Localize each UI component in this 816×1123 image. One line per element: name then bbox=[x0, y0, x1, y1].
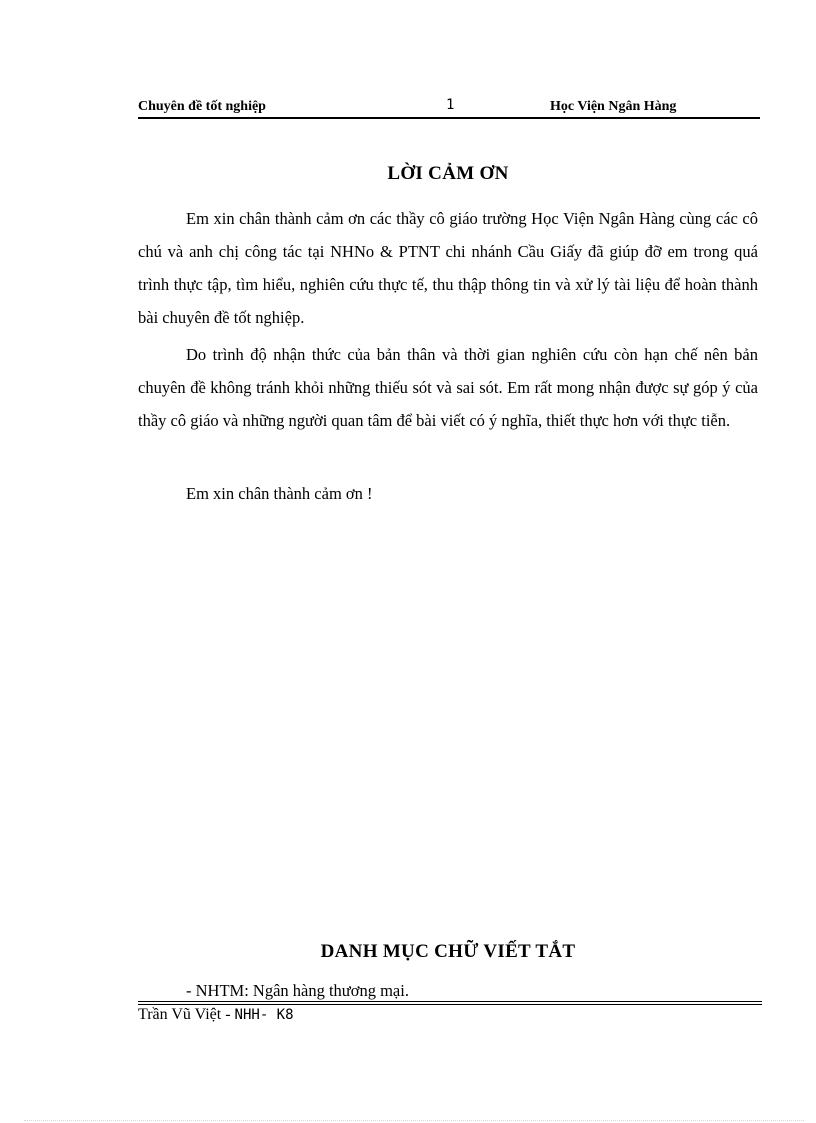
page-footer bbox=[138, 1006, 294, 1024]
acknowledgement-paragraph: Do trình độ nhận thức của bản thân và thời gian nghiên cứu còn hạn chế nên bản chuyên đề không tránh khỏi những thiếu sót và sai sót. Em rất mong nhận được sự góp ý của thầy cô giáo và những người quan tâm để bài viết có ý nghĩa, thiết thực hơn với thực tiễn. bbox=[138, 345, 758, 430]
header-institution: Học Viện Ngân Hàng bbox=[550, 99, 677, 114]
footer-rule bbox=[138, 1004, 762, 1005]
header-page-number: 1 bbox=[446, 97, 455, 113]
abbreviations-title: DANH MỤC CHỮ VIẾT TẮT bbox=[320, 941, 576, 962]
footer-rule bbox=[138, 1001, 762, 1002]
acknowledgement-paragraph: Em xin chân thành cảm ơn các thầy cô giáo trường Học Viện Ngân Hàng cùng các cô chú và anh chị công tác tại NHNo & PTNT chi nhánh Cầu Giấy đã giúp đỡ em trong quá trình thực tập, tìm hiểu, nghiên cứu thực tế, thu thập thông tin và xử lý tài liệu để hoàn thành bài chuyên đề tốt nghiệp. bbox=[138, 209, 758, 327]
footer-class-code: NHH- K8 bbox=[234, 1007, 294, 1023]
acknowledgement-title: LỜI CẢM ƠN bbox=[387, 163, 509, 184]
abbreviation-item: - NHTM: Ngân hàng thương mại. bbox=[186, 981, 409, 1000]
header-document-type: Chuyên đề tốt nghiệp bbox=[138, 99, 266, 114]
page-bottom-edge bbox=[24, 1120, 804, 1121]
page-header bbox=[138, 97, 758, 117]
acknowledgement-closing: Em xin chân thành cảm ơn ! bbox=[186, 484, 373, 503]
header-rule bbox=[138, 117, 760, 119]
footer-author: Trần Vũ Việt - bbox=[138, 1006, 235, 1023]
